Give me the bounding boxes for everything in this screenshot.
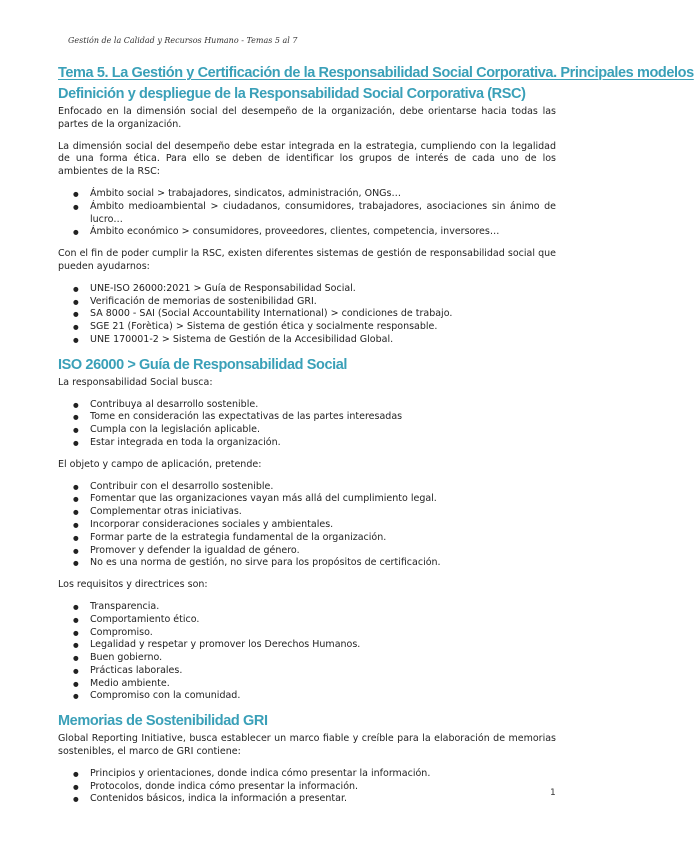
list-item: ● Fomentar que las organizaciones vayan más allá del cumplimiento legal. <box>90 493 556 506</box>
list-item: ● Comportamiento ético. <box>90 614 556 627</box>
list-item: ● Formar parte de la estrategia fundamental de la organización. <box>90 532 556 545</box>
list-item: ● Ámbito social > trabajadores, sindicatos, administración, ONGs… <box>90 188 556 201</box>
list-item: ● Contribuya al desarrollo sostenible. <box>90 399 556 412</box>
list-item: ● No es una norma de gestión, no sirve para los propósitos de certificación. <box>90 557 556 570</box>
section-heading-rsc: Definición y despliegue de la Responsabilidad Social Corporativa (RSC) <box>58 86 526 102</box>
list-item: ● Prácticas laborales. <box>90 665 556 678</box>
list-item: ● Complementar otras iniciativas. <box>90 506 556 519</box>
paragraph: El objeto y campo de aplicación, pretende: <box>58 458 262 470</box>
chapter-title: Tema 5. La Gestión y Certificación de la Responsabilidad Social Corporativa. Principales modelos <box>58 65 694 81</box>
list-item: ● Buen gobierno. <box>90 652 556 665</box>
page-number: 1 <box>550 788 556 798</box>
page-header: Gestión de la Calidad y Recursos Humano - Temas 5 al 7 <box>68 36 298 45</box>
paragraph: Global Reporting Initiative, busca establecer un marco fiable y creíble para la elaboración de memorias sostenibles, el marco de GRI contiene: <box>58 733 556 758</box>
list-item: ● Protocolos, donde indica cómo presentar la información. <box>90 781 556 794</box>
list-item: ● Ámbito medioambiental > ciudadanos, consumidores, trabajadores, asociaciones sin ánimo de lucro… <box>90 201 556 227</box>
bullet-list-busca <box>58 399 556 450</box>
list-item: ● Transparencia. <box>90 601 556 614</box>
list-item: ● Contribuir con el desarrollo sostenible. <box>90 481 556 494</box>
list-item: ● Incorporar consideraciones sociales y ambientales. <box>90 519 556 532</box>
list-item: ● UNE-ISO 26000:2021 > Guía de Responsabilidad Social. <box>90 283 556 296</box>
bullet-list-objeto <box>58 481 556 571</box>
list-item: ● Medio ambiente. <box>90 678 556 691</box>
list-item: ● Contenidos básicos, indica la información a presentar. <box>90 793 556 806</box>
bullet-list-gri <box>58 768 556 806</box>
list-item: ● SA 8000 - SAI (Social Accountability International) > condiciones de trabajo. <box>90 308 556 321</box>
list-item: ● Promover y defender la igualdad de género. <box>90 545 556 558</box>
list-item: ● UNE 170001-2 > Sistema de Gestión de la Accesibilidad Global. <box>90 334 556 347</box>
bullet-list-ambitos <box>58 188 556 239</box>
paragraph: La dimensión social del desempeño debe estar integrada en la estrategia, cumpliendo con la legalidad de una forma ética. Para ello se deben de identificar los grupos de interés de cada uno de los ambientes de la RSC: <box>58 140 556 178</box>
list-item: ● Cumpla con la legislación aplicable. <box>90 424 556 437</box>
section-heading-iso26000: ISO 26000 > Guía de Responsabilidad Social <box>58 356 348 373</box>
document-body <box>58 64 694 815</box>
list-item: ● Estar integrada en toda la organización. <box>90 437 556 450</box>
paragraph: Con el fin de poder cumplir la RSC, existen diferentes sistemas de gestión de responsabilidad social que pueden ayudarnos: <box>58 248 556 272</box>
section-heading-gri: Memorias de Sostenibilidad GRI <box>58 713 268 730</box>
list-item: ● Ámbito económico > consumidores, proveedores, clientes, competencia, inversores… <box>90 226 556 239</box>
list-item: ● Tome en consideración las expectativas de las partes interesadas <box>90 411 556 424</box>
list-item: ● Verificación de memorias de sostenibilidad GRI. <box>90 296 556 309</box>
list-item: ● Legalidad y respetar y promover los Derechos Humanos. <box>90 639 556 652</box>
paragraph: Enfocado en la dimensión social del desempeño de la organización, debe orientarse hacia todas las partes de la organización. <box>58 106 556 130</box>
bullet-list-sistemas <box>58 283 556 347</box>
bullet-list-requisitos <box>58 601 556 703</box>
list-item: ● SGE 21 (Forètica) > Sistema de gestión ética y socialmente responsable. <box>90 321 556 334</box>
paragraph: La responsabilidad Social busca: <box>58 376 213 388</box>
paragraph: Los requisitos y directrices son: <box>58 579 208 591</box>
list-item: ● Compromiso con la comunidad. <box>90 690 556 703</box>
list-item: ● Compromiso. <box>90 627 556 640</box>
list-item: ● Principios y orientaciones, donde indica cómo presentar la información. <box>90 768 556 781</box>
